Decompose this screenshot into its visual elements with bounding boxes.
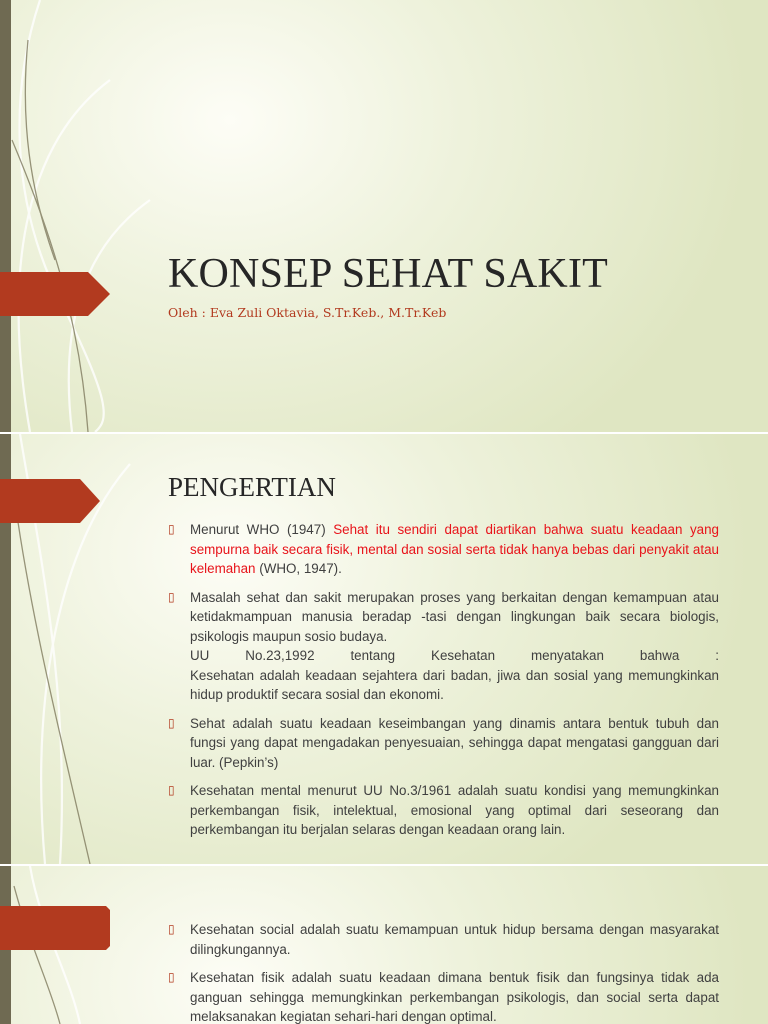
bullet-icon: ▯: [168, 522, 175, 536]
bullet-icon: ▯: [168, 715, 175, 730]
arrow-tag-icon: [0, 906, 110, 950]
who-prefix: Menurut WHO (1947): [190, 522, 334, 537]
definition-slide: [0, 434, 768, 864]
list-item: [168, 588, 719, 705]
list-item: [168, 714, 719, 773]
arrow-tag-icon: [0, 272, 110, 316]
left-accent-bar: [0, 0, 11, 432]
bullet-icon: ▯: [168, 589, 175, 604]
mental-health-text: Kesehatan mental menurut UU No.3/1961 adalah suatu kondisi yang memungkinkan perkembangan fisik, intelektual, emosional yang optimal dari seseorang dan perkembangan itu berjalan selaras dengan keadaan orang lain.: [190, 783, 719, 837]
social-health-text: Kesehatan social adalah suatu kemampuan untuk hidup bersama dengan masyarakat dilingkungannya.: [190, 922, 719, 957]
bullet-icon: ▯: [168, 783, 175, 797]
law-definition-text: Kesehatan adalah keadaan sejahtera dari badan, jiwa dan sosial yang memungkinkan hidup produktif secara sosial dan ekonomi.: [190, 667, 719, 702]
slide-title: KONSEP SEHAT SAKIT: [168, 251, 608, 297]
continuation-slide: [0, 866, 768, 1024]
bullet-icon: ▯: [168, 922, 175, 936]
physical-health-text: Kesehatan fisik adalah suatu keadaan dimana bentuk fisik dan fungsinya tidak ada ganguan sehingga memungkinkan perkembangan psikologis, dan social serta dapat melaksanakan kegiatan sehari-hari dengan optimal.: [190, 970, 719, 1024]
title-slide: [0, 0, 768, 432]
list-item: [168, 781, 719, 840]
law-reference-text: UU No.23,1992 tentang Kesehatan menyatakan bahwa :: [190, 648, 719, 663]
slide-subtitle: Oleh : Eva Zuli Oktavia, S.Tr.Keb., M.Tr.Keb: [168, 305, 447, 320]
section-title: PENGERTIAN: [168, 472, 336, 502]
pepkin-definition-text: Sehat adalah suatu keadaan keseimbangan yang dinamis antara bentuk tubuh dan fungsi yang dapat mengadakan penyesuaian, sehingga dapat mengatasi gangguan dari luar. (Pepkin’s): [190, 715, 719, 770]
swirl-decoration-icon: [0, 0, 200, 432]
list-item: [168, 920, 719, 959]
list-item: [168, 968, 719, 1024]
who-definition-highlight: Sehat itu sendiri dapat diartikan bahwa suatu keadaan yang sempurna baik secara fisik, mental dan sosial serta tidak hanya bebas dari penyakit atau kelemahan: [190, 522, 719, 576]
arrow-tag-icon: [0, 479, 110, 523]
definition-list: [168, 920, 719, 1024]
who-citation: (WHO, 1947).: [255, 561, 342, 576]
health-process-text: Masalah sehat dan sakit merupakan proses yang berkaitan dengan kemampuan atau ketidakmampuan manusia beradap -tasi dengan lingkungan baik secara biologis, psikologis maupun sosio budaya.: [190, 589, 719, 644]
definition-list: [168, 520, 719, 849]
list-item: [168, 520, 719, 579]
bullet-icon: ▯: [168, 970, 175, 984]
